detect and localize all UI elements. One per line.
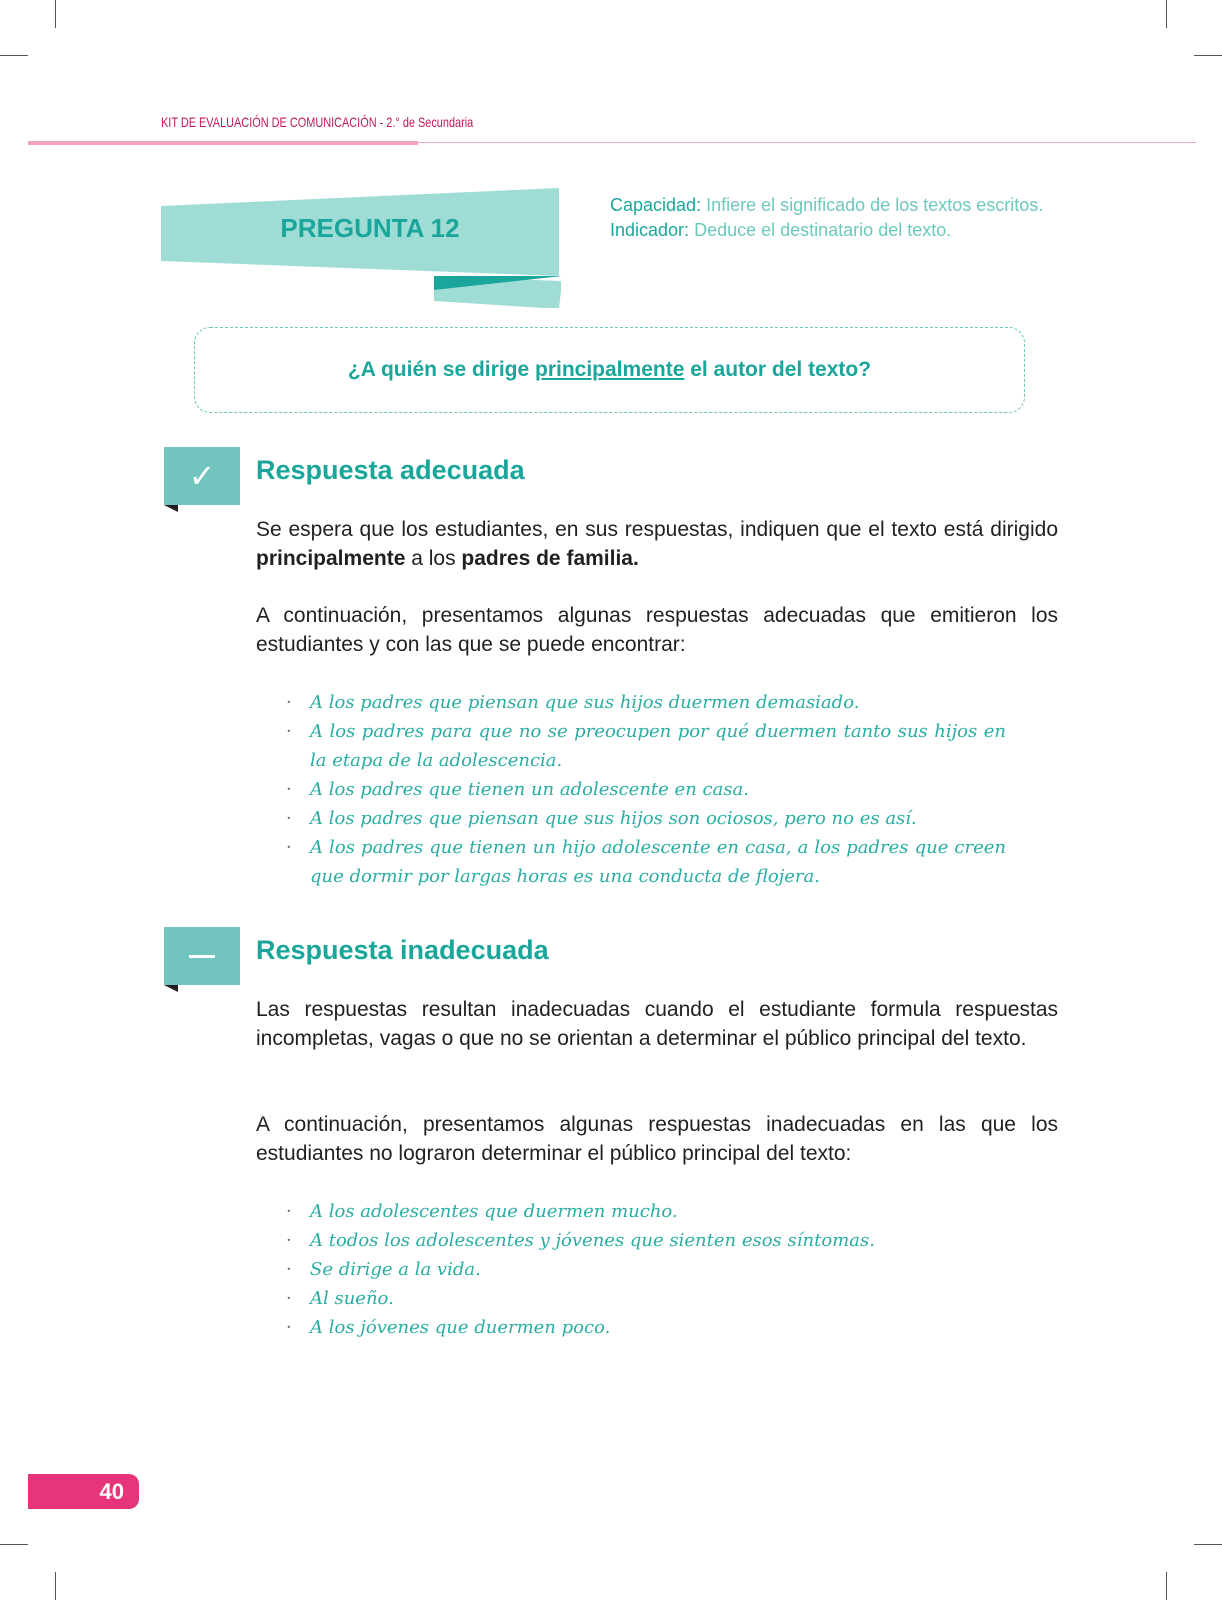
list-item: · Al sueño. bbox=[286, 1284, 1006, 1313]
page-number: 40 bbox=[28, 1474, 139, 1509]
inadequate-title: Respuesta inadecuada bbox=[256, 935, 549, 965]
question-text bbox=[348, 358, 871, 382]
minus-icon bbox=[164, 927, 240, 985]
crop-mark bbox=[1166, 1572, 1167, 1600]
adequate-p1-bold-1: principalmente bbox=[256, 547, 406, 570]
list-item: · A los padres que tienen un hijo adolescente en casa, a los padres que creen que dormir por largas horas es una conducta de flojera. bbox=[286, 833, 1006, 891]
crop-mark bbox=[1194, 1544, 1222, 1545]
indicador-label: Indicador: bbox=[610, 220, 690, 240]
adequate-paragraph-2: A continuación, presentamos algunas respuestas adecuadas que emitieron los estudiantes y con las que se puede encontrar: bbox=[256, 604, 1058, 656]
crop-mark bbox=[0, 55, 28, 56]
header-rule-accent bbox=[28, 141, 418, 145]
inadequate-answers-list bbox=[286, 1197, 1006, 1342]
indicador-value: Deduce el destinatario del texto. bbox=[694, 220, 952, 240]
adequate-p1-text: Se espera que los estudiantes, en sus respuestas, indiquen que el texto está dirigido bbox=[256, 518, 1058, 541]
adequate-tab bbox=[164, 447, 240, 505]
list-item: · A los padres que tienen un adolescente en casa. bbox=[286, 775, 1006, 804]
crop-mark bbox=[55, 1572, 56, 1600]
running-header: KIT DE EVALUACIÓN DE COMUNICACIÓN - 2.° de Secundaria bbox=[161, 114, 474, 130]
list-item: · A los padres para que no se preocupen por qué duermen tanto sus hijos en la etapa de la adolescencia. bbox=[286, 717, 1006, 775]
adequate-title: Respuesta adecuada bbox=[256, 455, 525, 485]
question-text-underlined: principalmente bbox=[535, 358, 685, 381]
list-item: · A los jóvenes que duermen poco. bbox=[286, 1313, 1006, 1342]
crop-mark bbox=[0, 1544, 28, 1545]
adequate-answers-list bbox=[286, 688, 1006, 891]
check-icon: ✓ bbox=[188, 458, 216, 494]
crop-mark bbox=[1194, 55, 1222, 56]
crop-mark bbox=[1166, 0, 1167, 28]
list-item: · A todos los adolescentes y jóvenes que sienten esos síntomas. bbox=[286, 1226, 1006, 1255]
crop-mark bbox=[55, 0, 56, 28]
list-item: · Se dirige a la vida. bbox=[286, 1255, 1006, 1284]
inadequate-paragraph-2: A continuación, presentamos algunas respuestas inadecuadas en las que los estudiantes no lograron determinar el público principal del texto: bbox=[256, 1113, 1058, 1165]
capacidad-value: Infiere el significado de los textos escritos. bbox=[706, 195, 1044, 215]
question-text-end: el autor del texto? bbox=[684, 358, 872, 381]
adequate-p1-text-2: a los bbox=[405, 547, 462, 570]
inadequate-paragraph-1: Las respuestas resultan inadecuadas cuando el estudiante formula respuestas incompletas, vagas o que no se orientan a determinar el público principal del texto. bbox=[256, 998, 1058, 1050]
question-meta bbox=[610, 193, 1043, 243]
list-item: · A los padres que piensan que sus hijos son ociosos, pero no es así. bbox=[286, 804, 1006, 833]
capacidad-label: Capacidad: bbox=[610, 195, 702, 215]
list-item: · A los padres que piensan que sus hijos duermen demasiado. bbox=[286, 688, 1006, 717]
question-banner bbox=[161, 188, 561, 308]
capacidad-line bbox=[610, 193, 1043, 218]
question-box bbox=[194, 327, 1025, 413]
question-number: PREGUNTA 12 bbox=[280, 212, 460, 243]
inadequate-tab bbox=[164, 927, 240, 985]
tab-fold bbox=[164, 985, 178, 992]
tab-fold bbox=[164, 505, 178, 512]
question-text-start: ¿A quién se dirige bbox=[347, 358, 535, 381]
indicador-line bbox=[610, 218, 1043, 243]
adequate-p1-bold-2: padres de familia. bbox=[461, 547, 639, 570]
list-item: · A los adolescentes que duermen mucho. bbox=[286, 1197, 1006, 1226]
adequate-paragraph-1 bbox=[256, 515, 1058, 573]
